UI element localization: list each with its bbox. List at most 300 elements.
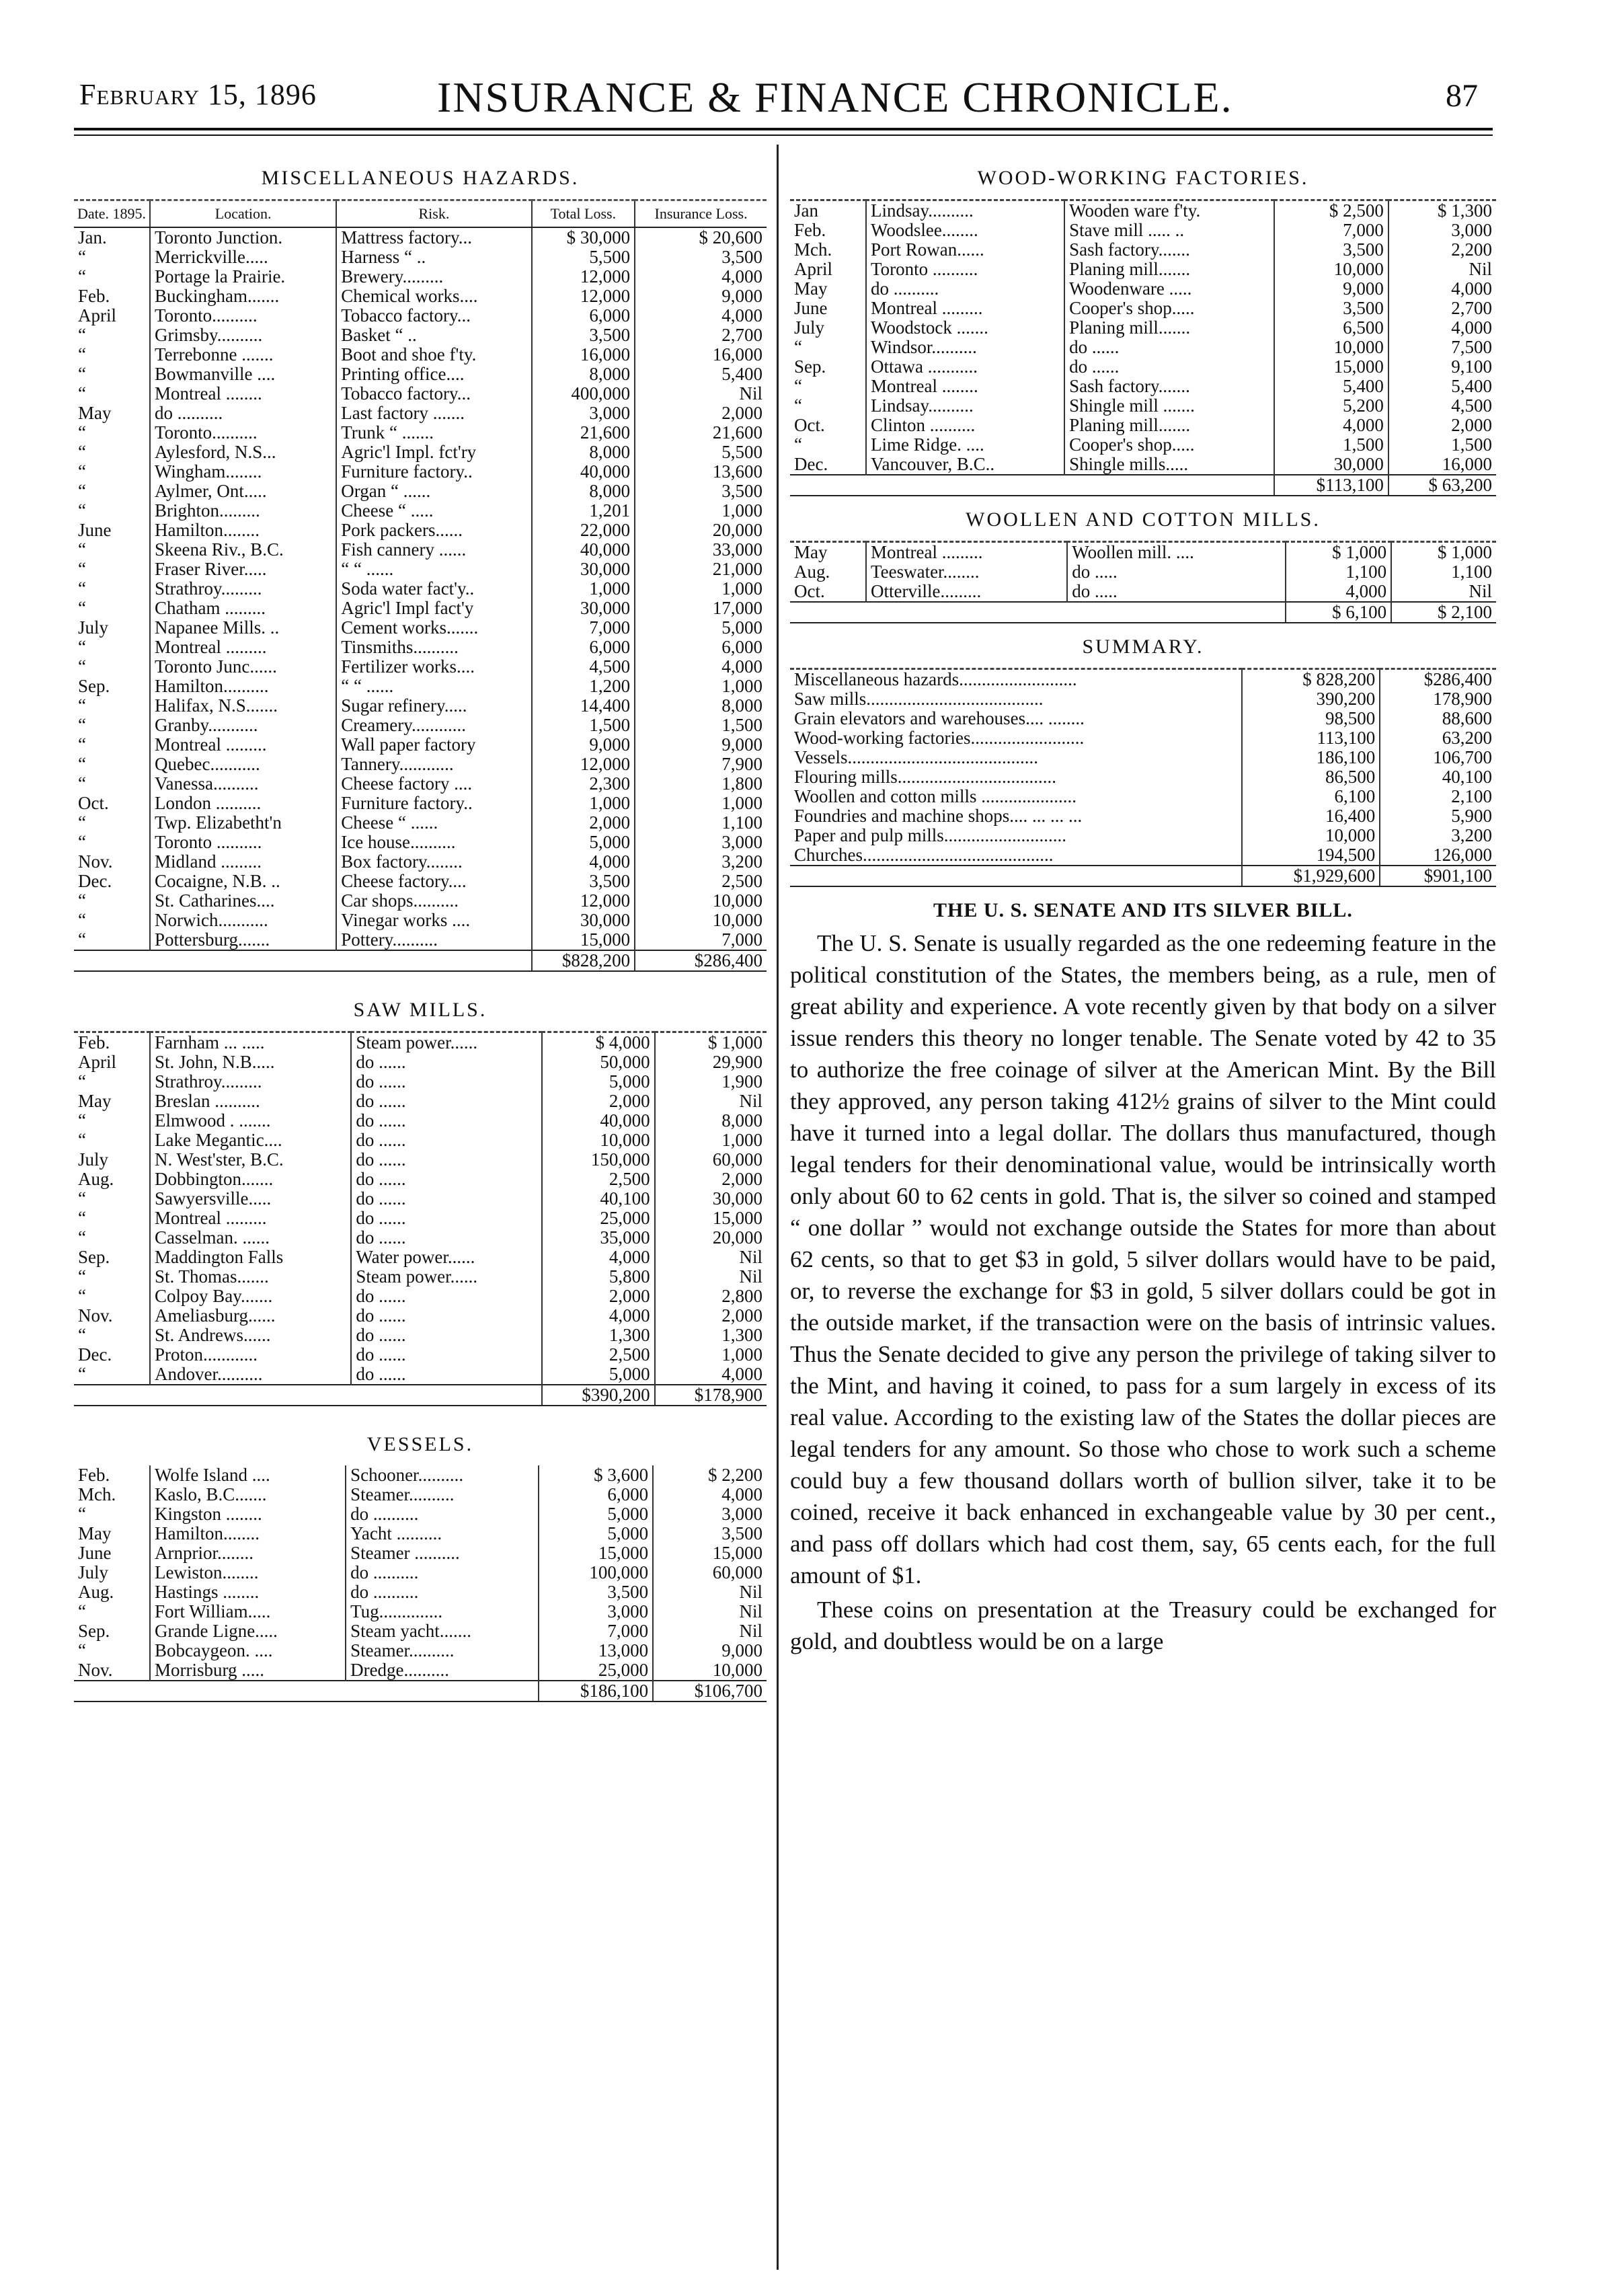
right-column xyxy=(790,155,1496,1660)
row-insurance-loss: 7,000 xyxy=(635,930,767,950)
row-insurance-loss: 1,000 xyxy=(635,794,767,813)
row-location: Grimsby.......... xyxy=(150,326,336,345)
table-row xyxy=(74,1111,767,1131)
row-risk: Car shops.......... xyxy=(336,891,531,911)
row-insurance-loss: 5,000 xyxy=(635,618,767,638)
row-category: Churches.......................................... xyxy=(794,845,1054,865)
row-month: May xyxy=(794,542,828,562)
row-insurance-loss: 126,000 xyxy=(1380,845,1496,866)
row-risk: do ...... xyxy=(1064,338,1274,357)
row-month: Oct. xyxy=(78,794,109,813)
row-total-loss: 400,000 xyxy=(532,384,635,404)
table-row xyxy=(74,345,767,365)
row-total-loss: 1,000 xyxy=(532,794,635,813)
row-risk: Cheese “ ...... xyxy=(336,813,531,833)
table-row xyxy=(74,521,767,540)
row-insurance-loss: 4,000 xyxy=(1388,318,1496,338)
table-row xyxy=(74,1170,767,1189)
row-location: Teeswater........ xyxy=(866,562,1067,582)
row-total-loss: 30,000 xyxy=(532,599,635,618)
row-total-loss: 40,000 xyxy=(532,462,635,482)
row-risk: Wall paper factory xyxy=(336,735,531,755)
row-location: Strathroy......... xyxy=(150,579,336,599)
row-total-loss: 3,000 xyxy=(539,1602,653,1621)
row-location: Grande Ligne..... xyxy=(150,1621,346,1641)
row-risk: do ...... xyxy=(351,1306,542,1326)
row-location: London .......... xyxy=(150,794,336,813)
row-insurance-loss: 8,000 xyxy=(635,696,767,716)
row-risk: do ..... xyxy=(1067,562,1285,582)
row-month: “ xyxy=(78,1326,86,1345)
row-month: May xyxy=(78,1092,112,1111)
table-row xyxy=(74,286,767,306)
row-month: Feb. xyxy=(78,1032,110,1053)
row-category: Foundries and machine shops.... ... ... ... xyxy=(794,806,1083,826)
row-total-loss: 4,000 xyxy=(1286,582,1392,602)
row-location: Wingham........ xyxy=(150,462,336,482)
row-month: Oct. xyxy=(794,416,825,435)
row-location: Otterville......... xyxy=(866,582,1067,602)
row-total-loss: 2,500 xyxy=(542,1345,655,1365)
row-risk: do ...... xyxy=(351,1150,542,1170)
header-rule-thin xyxy=(74,135,1493,136)
row-location: Woodstock ....... xyxy=(866,318,1064,338)
row-total-loss: 9,000 xyxy=(1274,279,1388,299)
row-location: Fort William..... xyxy=(150,1602,346,1621)
row-insurance-loss: 33,000 xyxy=(635,540,767,560)
row-risk: do .......... xyxy=(346,1563,539,1582)
row-insurance-loss: 3,000 xyxy=(653,1504,767,1524)
saw-mills-table xyxy=(74,1031,767,1406)
row-location: Montreal ........ xyxy=(150,384,336,404)
row-total-loss: 30,000 xyxy=(1274,455,1388,475)
table-row xyxy=(790,826,1496,845)
row-insurance-loss: 9,100 xyxy=(1388,357,1496,377)
row-risk: Cooper's shop..... xyxy=(1064,299,1274,318)
row-location: Brighton......... xyxy=(150,501,336,521)
row-month: July xyxy=(78,618,109,638)
row-risk: Cement works....... xyxy=(336,618,531,638)
row-insurance-loss: 4,000 xyxy=(655,1365,767,1385)
misc-hazards-section xyxy=(74,167,767,972)
table-row xyxy=(74,696,767,716)
table-row xyxy=(74,852,767,872)
insurance-loss-total: $106,700 xyxy=(653,1681,767,1701)
row-risk: Planing mill....... xyxy=(1064,318,1274,338)
row-month: “ xyxy=(78,365,86,384)
row-month: Dec. xyxy=(794,455,828,474)
row-risk: Cheese “ ..... xyxy=(336,501,531,521)
table-row xyxy=(74,1345,767,1365)
column-separator xyxy=(777,145,779,2270)
row-insurance-loss: 1,900 xyxy=(655,1072,767,1092)
table-row xyxy=(790,562,1496,582)
row-risk: Sash factory....... xyxy=(1064,240,1274,260)
row-total-loss: 2,000 xyxy=(542,1092,655,1111)
row-insurance-loss: 1,100 xyxy=(1391,562,1496,582)
row-risk: Harness “ .. xyxy=(336,247,531,267)
row-month: “ xyxy=(78,657,86,677)
table-row xyxy=(790,787,1496,806)
row-total-loss: 10,000 xyxy=(1274,338,1388,357)
row-insurance-loss: $ 1,000 xyxy=(1391,542,1496,563)
row-location: Montreal ......... xyxy=(150,1209,351,1228)
table-row xyxy=(74,404,767,423)
table-row xyxy=(74,1621,767,1641)
col-header-location: Location. xyxy=(150,200,336,228)
woollen-cotton-table xyxy=(790,541,1496,623)
row-location: Montreal ........ xyxy=(866,377,1064,396)
row-risk: Wooden ware f'ty. xyxy=(1064,200,1274,221)
row-risk: Planing mill....... xyxy=(1064,416,1274,435)
row-total-loss: $ 30,000 xyxy=(532,227,635,247)
row-total-loss: 113,100 xyxy=(1242,728,1380,748)
row-total-loss: 390,200 xyxy=(1242,689,1380,709)
row-insurance-loss: 8,000 xyxy=(655,1111,767,1131)
row-total-loss: 8,000 xyxy=(532,443,635,462)
row-location: Montreal ......... xyxy=(866,542,1067,563)
table-row xyxy=(74,1209,767,1228)
table-row xyxy=(790,200,1496,221)
row-total-loss: 25,000 xyxy=(539,1660,653,1681)
row-total-loss: $ 3,600 xyxy=(539,1465,653,1485)
row-month: “ xyxy=(78,833,86,852)
table-row xyxy=(74,462,767,482)
row-risk: “ “ ...... xyxy=(336,677,531,696)
table-row xyxy=(74,1072,767,1092)
row-month: “ xyxy=(794,377,802,396)
table-row xyxy=(790,689,1496,709)
row-insurance-loss: 4,500 xyxy=(1388,396,1496,416)
row-risk: Sash factory....... xyxy=(1064,377,1274,396)
row-risk: “ “ ...... xyxy=(336,560,531,579)
table-row xyxy=(74,1641,767,1660)
row-total-loss: 40,000 xyxy=(542,1111,655,1131)
row-month: “ xyxy=(78,1072,86,1092)
row-insurance-loss: 10,000 xyxy=(635,911,767,930)
row-insurance-loss: 2,800 xyxy=(655,1287,767,1306)
row-category: Woollen and cotton mills ..................... xyxy=(794,787,1077,806)
row-location: Dobbington....... xyxy=(150,1170,351,1189)
row-month: June xyxy=(78,521,112,540)
table-row xyxy=(74,365,767,384)
row-total-loss: 5,000 xyxy=(539,1524,653,1543)
row-month: “ xyxy=(794,338,802,357)
row-total-loss: 16,400 xyxy=(1242,806,1380,826)
row-total-loss: 5,000 xyxy=(542,1365,655,1385)
row-month: May xyxy=(78,1524,112,1543)
insurance-loss-total: $286,400 xyxy=(635,950,767,971)
total-loss: $1,929,600 xyxy=(1242,866,1380,886)
row-month: “ xyxy=(78,696,86,716)
row-insurance-loss: 5,900 xyxy=(1380,806,1496,826)
row-insurance-loss: 40,100 xyxy=(1380,767,1496,787)
row-insurance-loss: 1,000 xyxy=(635,501,767,521)
vessels-section xyxy=(74,1433,767,1702)
row-insurance-loss: 1,000 xyxy=(655,1345,767,1365)
row-location: Kingston ........ xyxy=(150,1504,346,1524)
table-body xyxy=(790,200,1496,475)
table-row xyxy=(74,1504,767,1524)
row-location: Windsor.......... xyxy=(866,338,1064,357)
row-month: “ xyxy=(78,911,86,930)
row-total-loss: 3,500 xyxy=(539,1582,653,1602)
table-row xyxy=(790,435,1496,455)
summary-section xyxy=(790,636,1496,887)
table-row xyxy=(74,1365,767,1385)
row-total-loss: 4,000 xyxy=(542,1306,655,1326)
row-total-loss: 12,000 xyxy=(532,286,635,306)
row-location: Merrickville..... xyxy=(150,247,336,267)
article-paragraph: The U. S. Senate is usually regarded as the one redeeming feature in the political constitution of the States, the members being, as a rule, men of great ability and experience. A vote recently given by that body on a silver issue renders this theory no longer tenable. The Senate voted by 42 to 35 to authorize the free coinage of silver at the American Mint. By the Bill they approved, any person taking 412½ grains of silver to the Mint could have it turned into a legal dollar. The dollars thus manufactured, though legal tenders for their denominational value, would be intrinsically worth only about 60 to 62 cents in gold. That is, the silver so coined and stamped “ one dollar ” would not exchange outside the States for more than about 62 cents, so that to get $3 in gold, 5 silver dollars would have to be paid, or, to reverse the exchange for $3 in gold, 5 silver dollars could be got in the outside market, if the transaction were on the basis of intrinsic values. Thus the Senate decided to give any person the privilege of taking silver to the Mint, and having it coined, to pass for a sum largely in excess of its real value. According to the existing law of the States the dollar pieces are legal tenders for any amount. So those who chose to work such a scheme could buy a few thousand dollars worth of bullion silver, take it to be coined, receive it back enhanced in exchangeable value by 30 per cent., and pass off dollars which had cost them, say, 65 cents each, for the full amount of $1. xyxy=(790,930,1496,1589)
row-insurance-loss: 88,600 xyxy=(1380,709,1496,728)
row-insurance-loss: 2,100 xyxy=(1380,787,1496,806)
row-insurance-loss: 3,200 xyxy=(1380,826,1496,845)
row-insurance-loss: 60,000 xyxy=(655,1150,767,1170)
row-month: Sep. xyxy=(78,1621,110,1641)
table-row xyxy=(74,579,767,599)
row-month: July xyxy=(794,318,825,338)
row-month: Feb. xyxy=(78,1465,110,1485)
row-month: “ xyxy=(78,267,86,286)
row-insurance-loss: Nil xyxy=(635,384,767,404)
row-risk: Agric'l Impl fact'y xyxy=(336,599,531,618)
row-insurance-loss: 60,000 xyxy=(653,1563,767,1582)
totals-row xyxy=(74,1385,767,1406)
row-location: Quebec........... xyxy=(150,755,336,774)
row-risk: Tinsmiths.......... xyxy=(336,638,531,657)
woollen-cotton-section xyxy=(790,508,1496,623)
row-location: Lime Ridge. .... xyxy=(866,435,1064,455)
table-row xyxy=(74,774,767,794)
total-loss: $ 6,100 xyxy=(1286,602,1392,623)
row-location: Lindsay.......... xyxy=(866,200,1064,221)
row-risk: do ...... xyxy=(351,1365,542,1385)
row-insurance-loss: 2,000 xyxy=(635,404,767,423)
row-location: Bowmanville .... xyxy=(150,365,336,384)
section-title: VESSELS. xyxy=(366,1433,474,1455)
wood-working-table xyxy=(790,199,1496,496)
row-total-loss: 14,400 xyxy=(532,696,635,716)
row-total-loss: 6,500 xyxy=(1274,318,1388,338)
row-insurance-loss: Nil xyxy=(655,1267,767,1287)
table-row xyxy=(74,755,767,774)
row-insurance-loss: 1,100 xyxy=(635,813,767,833)
row-location: Arnprior........ xyxy=(150,1543,346,1563)
row-category: Paper and pulp mills........................... xyxy=(794,826,1066,845)
row-risk: Shingle mills..... xyxy=(1064,455,1274,475)
row-insurance-loss: 13,600 xyxy=(635,462,767,482)
row-location: Sawyersville..... xyxy=(150,1189,351,1209)
insurance-loss-total: $ 2,100 xyxy=(1391,602,1496,623)
row-month: April xyxy=(78,1053,116,1072)
row-month: May xyxy=(78,404,112,423)
row-risk: do ...... xyxy=(351,1209,542,1228)
row-total-loss: 10,000 xyxy=(542,1131,655,1150)
row-risk: Ice house.......... xyxy=(336,833,531,852)
row-month: “ xyxy=(78,1641,86,1660)
row-risk: Chemical works.... xyxy=(336,286,531,306)
row-total-loss: 7,000 xyxy=(539,1621,653,1641)
row-location: Terrebonne ....... xyxy=(150,345,336,365)
table-row xyxy=(74,267,767,286)
row-total-loss: 1,300 xyxy=(542,1326,655,1345)
row-location: Ameliasburg...... xyxy=(150,1306,351,1326)
row-location: Portage la Prairie. xyxy=(150,267,336,286)
row-category: Vessels.......................................... xyxy=(794,748,1038,767)
row-insurance-loss: 2,500 xyxy=(635,872,767,891)
row-location: Toronto .......... xyxy=(150,833,336,852)
row-location: Morrisburg ..... xyxy=(150,1660,346,1681)
row-total-loss: 1,201 xyxy=(532,501,635,521)
row-insurance-loss: Nil xyxy=(1388,260,1496,279)
col-header-risk: Risk. xyxy=(336,200,531,228)
table-row xyxy=(790,542,1496,563)
row-total-loss: 2,500 xyxy=(542,1170,655,1189)
row-total-loss: 8,000 xyxy=(532,482,635,501)
row-location: Andover.......... xyxy=(150,1365,351,1385)
table-row xyxy=(74,423,767,443)
row-total-loss: 15,000 xyxy=(532,930,635,950)
table-row xyxy=(74,911,767,930)
row-total-loss: 10,000 xyxy=(1242,826,1380,845)
row-risk: Tobacco factory... xyxy=(336,306,531,326)
row-risk: Dredge.......... xyxy=(346,1660,539,1681)
table-row xyxy=(74,1326,767,1345)
row-location: Strathroy......... xyxy=(150,1072,351,1092)
row-location: Colpoy Bay....... xyxy=(150,1287,351,1306)
table-row xyxy=(74,1053,767,1072)
row-month: “ xyxy=(78,891,86,911)
row-risk: Brewery......... xyxy=(336,267,531,286)
table-body xyxy=(74,227,767,950)
row-location: Montreal ......... xyxy=(150,638,336,657)
row-total-loss: 16,000 xyxy=(532,345,635,365)
row-location: Toronto.......... xyxy=(150,423,336,443)
table-row xyxy=(790,299,1496,318)
table-body xyxy=(790,669,1496,866)
row-insurance-loss: 15,000 xyxy=(655,1209,767,1228)
table-row xyxy=(74,227,767,247)
table-row xyxy=(74,657,767,677)
row-total-loss: 4,000 xyxy=(542,1248,655,1267)
row-month: “ xyxy=(78,599,86,618)
table-row xyxy=(790,845,1496,866)
row-location: Toronto.......... xyxy=(150,306,336,326)
row-total-loss: 6,000 xyxy=(539,1485,653,1504)
row-location: Maddington Falls xyxy=(150,1248,351,1267)
row-insurance-loss: 9,000 xyxy=(653,1641,767,1660)
table-row xyxy=(74,677,767,696)
table-row xyxy=(74,1660,767,1681)
journal-title: INSURANCE & FINANCE CHRONICLE. xyxy=(437,73,1233,121)
row-category: Grain elevators and warehouses.... ........ xyxy=(794,709,1085,728)
row-total-loss: 3,500 xyxy=(532,872,635,891)
totals-row xyxy=(74,950,767,971)
row-insurance-loss: 1,300 xyxy=(655,1326,767,1345)
table-row xyxy=(74,482,767,501)
row-month: “ xyxy=(78,774,86,794)
row-location: Bobcaygeon. .... xyxy=(150,1641,346,1660)
row-month: “ xyxy=(78,579,86,599)
summary-table xyxy=(790,668,1496,887)
row-risk: do ...... xyxy=(351,1072,542,1092)
table-row xyxy=(74,1306,767,1326)
row-risk: Furniture factory.. xyxy=(336,794,531,813)
table-row xyxy=(790,221,1496,240)
row-risk: do ...... xyxy=(351,1131,542,1150)
row-total-loss: 1,000 xyxy=(532,579,635,599)
table-row xyxy=(74,1267,767,1287)
row-month: July xyxy=(78,1563,109,1582)
row-category: Flouring mills................................... xyxy=(794,767,1057,787)
row-insurance-loss: 2,200 xyxy=(1388,240,1496,260)
table-row xyxy=(790,318,1496,338)
row-month: “ xyxy=(78,423,86,443)
table-row xyxy=(74,560,767,579)
row-total-loss: 2,000 xyxy=(532,813,635,833)
table-row xyxy=(790,806,1496,826)
row-month: “ xyxy=(78,1267,86,1287)
row-insurance-loss: 9,000 xyxy=(635,286,767,306)
row-risk: do ...... xyxy=(351,1053,542,1072)
row-total-loss: 5,000 xyxy=(542,1072,655,1092)
row-month: “ xyxy=(78,501,86,521)
row-month: “ xyxy=(78,1228,86,1248)
row-total-loss: 4,500 xyxy=(532,657,635,677)
row-total-loss: 2,000 xyxy=(542,1287,655,1306)
row-risk: Furniture factory.. xyxy=(336,462,531,482)
table-row xyxy=(74,716,767,735)
row-insurance-loss: $ 1,300 xyxy=(1388,200,1496,221)
row-total-loss: 5,200 xyxy=(1274,396,1388,416)
issue-date: February 15, 1896 xyxy=(79,78,317,111)
row-insurance-loss: Nil xyxy=(1391,582,1496,602)
row-total-loss: 3,500 xyxy=(1274,240,1388,260)
row-total-loss: 3,000 xyxy=(532,404,635,423)
row-risk: Woodenware ..... xyxy=(1064,279,1274,299)
totals-row xyxy=(790,602,1496,623)
row-total-loss: 13,000 xyxy=(539,1641,653,1660)
table-body xyxy=(74,1032,767,1385)
article-heading: THE U. S. SENATE AND ITS SILVER BILL. xyxy=(933,899,1353,921)
row-month: “ xyxy=(78,1365,86,1384)
row-risk: Steam power...... xyxy=(351,1032,542,1053)
row-location: Cocaigne, N.B. .. xyxy=(150,872,336,891)
row-risk: do ...... xyxy=(351,1170,542,1189)
table-row xyxy=(74,891,767,911)
row-risk: Steamer.......... xyxy=(346,1485,539,1504)
row-risk: Shingle mill ....... xyxy=(1064,396,1274,416)
row-total-loss: 8,000 xyxy=(532,365,635,384)
table-row xyxy=(790,396,1496,416)
row-total-loss: 5,400 xyxy=(1274,377,1388,396)
table-row xyxy=(790,279,1496,299)
row-insurance-loss: 3,000 xyxy=(635,833,767,852)
wood-working-section xyxy=(790,167,1496,496)
table-row xyxy=(74,1287,767,1306)
row-location: Aylesford, N.S... xyxy=(150,443,336,462)
table-row xyxy=(74,599,767,618)
row-risk: do ...... xyxy=(351,1345,542,1365)
row-month: “ xyxy=(78,638,86,657)
row-risk: Printing office.... xyxy=(336,365,531,384)
row-total-loss: 5,800 xyxy=(542,1267,655,1287)
row-insurance-loss: 2,000 xyxy=(1388,416,1496,435)
row-risk: do ..... xyxy=(1067,582,1285,602)
row-insurance-loss: 4,000 xyxy=(635,657,767,677)
row-insurance-loss: Nil xyxy=(655,1248,767,1267)
